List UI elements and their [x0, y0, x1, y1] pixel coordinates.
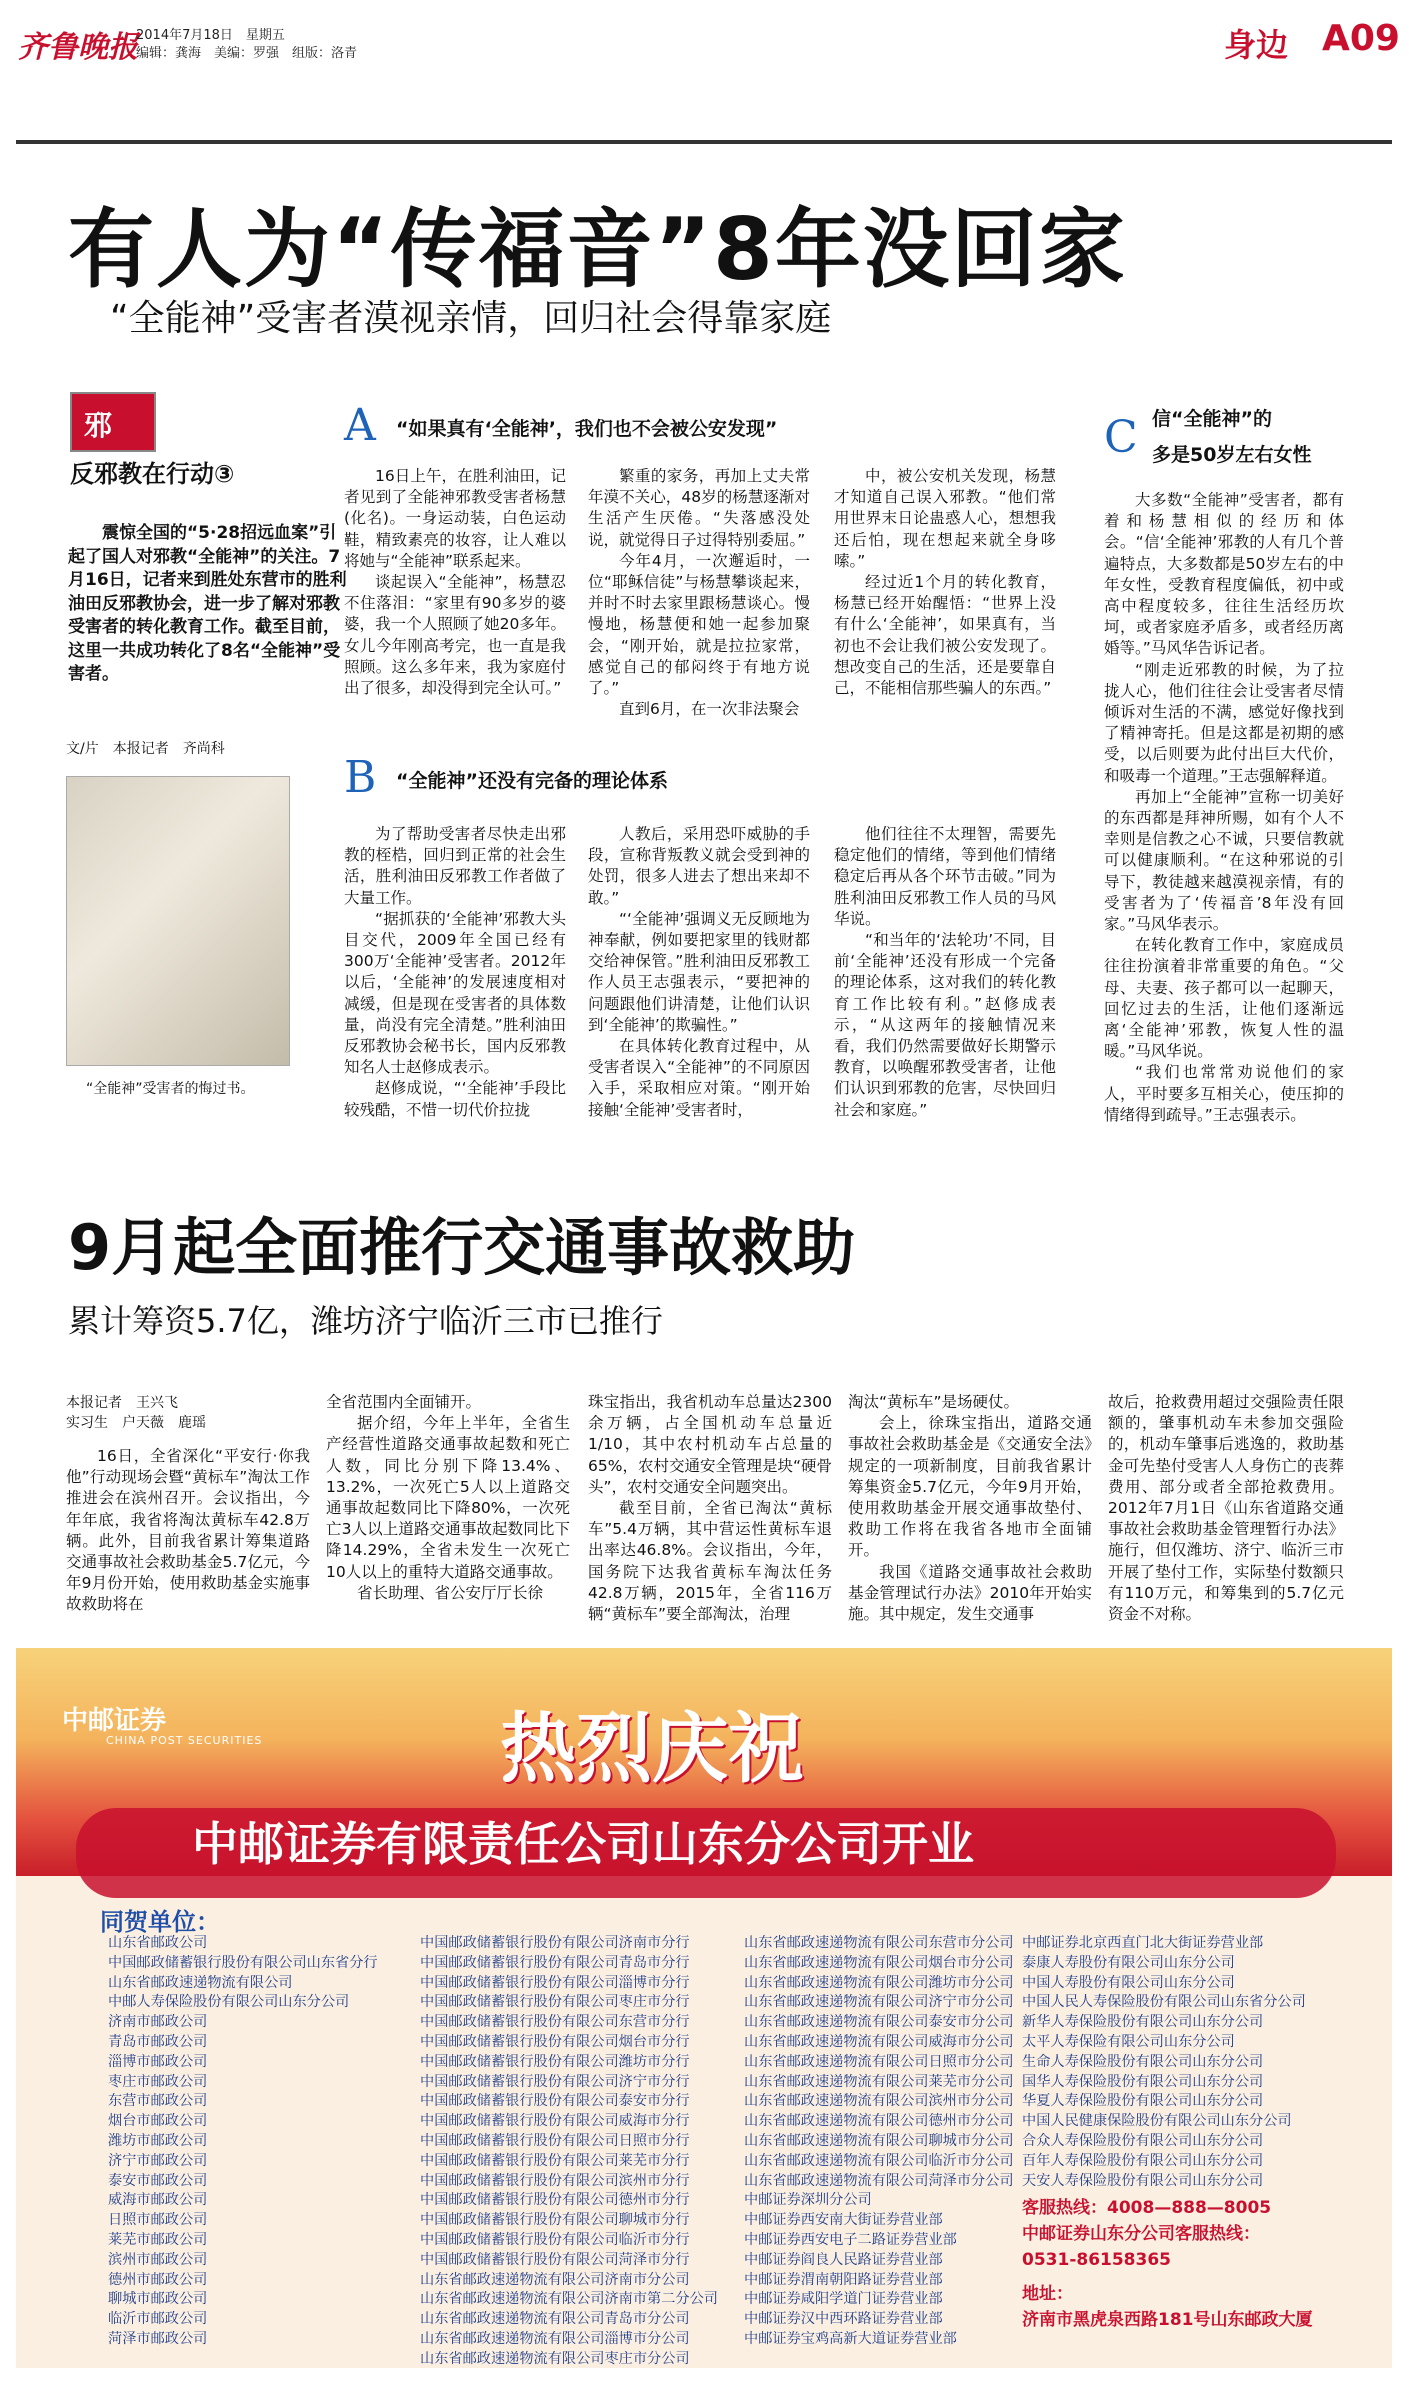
section-c-col: 大多数“全能神”受害者，都有着和杨慧相似的经历和体会。“信‘全能神’邪教的人有几个普遍特点，大多数都是50岁左右的中年女性，受教育程度偏低，初中或高中程度较多，往往生活经历坎坷，或者家庭矛盾多，或者经历离婚等。”马风华告诉记者。 “刚走近邪教的时候，为了拉拢人心，他们往往会让受害者尽情倾诉对生活的不满，感觉好像找到了精神寄托。但是这都是初期的感受，以后则要为此付出巨大代价，和吸毒一个道理。”王志强解释道。 再加上“全能神”宣称一切美好的东西都是拜神所赐，如有个人不幸则是信教之心不诚，只要信教就可以健康顺利。“在这种邪说的引导下，教徒越来越漠视亲情，有的受害者为了‘传福音’8年没有回家。”马风华表示。 在转化教育工作中，家庭成员往往扮演着非常重要的角色。“父母、夫妻、孩子都可以一起聊天，回忆过去的生活，让他们逐渐远离‘全能神’邪教，恢复人性的温暖。”马风华说。 “我们也常常劝说他们的家人，平时要多互相关心，使压抑的情绪得到疏导。”王志强表示。: [1104, 491, 1344, 1124]
section-c-title-1: 信“全能神”的: [1152, 408, 1272, 430]
congrats-unit: 中邮证券西安电子二路证券营业部: [744, 2231, 957, 2248]
article2-subhead: 累计筹资5.7亿，潍坊济宁临沂三市已推行: [68, 1302, 663, 1340]
address: 济南市黑虎泉西路181号山东邮政大厦: [1022, 2310, 1313, 2330]
congrats-unit: 天安人寿保险股份有限公司山东分公司: [1022, 2172, 1264, 2189]
congrats-unit: 中国人民健康保险股份有限公司山东分公司: [1022, 2113, 1292, 2130]
congrats-unit: 华夏人寿保险股份有限公司山东分公司: [1022, 2093, 1264, 2110]
article2-col-5: 故后，抢救费用超过交强险责任限额的，肇事机动车未参加交强险的，机动车肇事后逃逸的，救助基金可先垫付受害人人身伤亡的丧葬费用、部分或者全部抢救费用。2012年7月1日《山东省道路交通事故社会救助基金管理暂行办法》施行，但仅潍坊、济宁、临沂三市开展了垫付工作，实际垫付数额只有110万元，和筹集到的5.7亿元资金不对称。: [1108, 1393, 1344, 1624]
congrats-unit: 中国邮政储蓄银行股份有限公司青岛市分行: [420, 1954, 690, 1971]
congrats-unit: 泰安市邮政公司: [108, 2172, 208, 2189]
congrats-list-3: [744, 1934, 1014, 2350]
article1-byline: 文/片 本报记者 齐尚科: [66, 741, 225, 757]
article1-headline: 有人为“传福音”8年没回家: [68, 200, 1127, 300]
congrats-unit: 中国邮政储蓄银行股份有限公司泰安市分行: [420, 2093, 690, 2110]
section-c-letter: C: [1104, 412, 1138, 463]
address-label: 地址：: [1022, 2284, 1073, 2304]
article1-subhead: “全能神”受害者漠视亲情，回归社会得靠家庭: [110, 298, 832, 339]
series-badge-icon: 邪: [84, 409, 113, 442]
congrats-unit: 生命人寿保险股份有限公司山东分公司: [1022, 2053, 1264, 2070]
congrats-list-4: [1022, 1934, 1306, 2191]
banner-title: 热烈庆祝: [500, 1704, 804, 1793]
congrats-unit: 中邮证券深圳分公司: [744, 2192, 872, 2209]
banner-subtitle: 中邮证券有限责任公司山东分公司开业: [192, 1817, 974, 1871]
congrats-unit: 中国邮政储蓄银行股份有限公司济宁市分行: [420, 2073, 690, 2090]
section-a-letter: A: [344, 400, 376, 451]
congrats-unit: 东营市邮政公司: [108, 2093, 208, 2110]
congrats-unit: 中国邮政储蓄银行股份有限公司枣庄市分行: [420, 1994, 690, 2011]
congrats-unit: 中国邮政储蓄银行股份有限公司东营市分行: [420, 2014, 690, 2031]
congrats-unit: 中国邮政储蓄银行股份有限公司威海市分行: [420, 2113, 690, 2130]
congrats-unit: 山东省邮政速递物流有限公司淄博市分公司: [420, 2330, 690, 2347]
article2-headline: 9月起全面推行交通事故救助: [68, 1211, 856, 1284]
congrats-unit: 中国邮政储蓄银行股份有限公司滨州市分行: [420, 2172, 690, 2189]
congrats-unit: 中国邮政储蓄银行股份有限公司德州市分行: [420, 2192, 690, 2209]
congrats-unit: 国华人寿保险股份有限公司山东分公司: [1022, 2073, 1264, 2090]
congrats-list-2: [420, 1934, 718, 2368]
congrats-unit: 中国邮政储蓄银行股份有限公司聊城市分行: [420, 2212, 690, 2229]
congrats-unit: 山东省邮政速递物流有限公司菏泽市分公司: [744, 2172, 1014, 2189]
congrats-unit: 潍坊市邮政公司: [108, 2132, 208, 2149]
congrats-unit: 济宁市邮政公司: [108, 2152, 208, 2169]
hotline-1: 客服热线：4008—888—8005: [1022, 2198, 1272, 2218]
congrats-unit: 山东省邮政速递物流有限公司济南市第二分公司: [420, 2291, 718, 2308]
section-b-letter: B: [344, 752, 377, 803]
congrats-unit: 百年人寿保险股份有限公司山东分公司: [1022, 2152, 1264, 2169]
congrats-unit: 淄博市邮政公司: [108, 2053, 208, 2070]
congrats-unit: 山东省邮政速递物流有限公司莱芜市分公司: [744, 2073, 1014, 2090]
congrats-unit: 临沂市邮政公司: [108, 2311, 208, 2328]
congrats-unit: 山东省邮政速递物流有限公司: [108, 1974, 293, 1991]
china-post-securities-logo-en: CHINA POST SECURITIES: [106, 1734, 263, 1747]
congrats-unit: 山东省邮政速递物流有限公司泰安市分公司: [744, 2014, 1014, 2031]
congrats-unit: 日照市邮政公司: [108, 2212, 208, 2229]
congrats-unit: 中邮证券咸阳学道门证券营业部: [744, 2291, 943, 2308]
section-b-col-3: 他们往往不太理智，需要先稳定他们的情绪，等到他们情绪稳定后再从各个环节击破。”同为胜利油田反邪教工作人员的马风华说。 “和当年的‘法轮功’不同，目前‘全能神’还没有形成一个完备的理论体系，这对我们的转化教育工作比较有利。”赵修成表示，“从这两年的接触情况来看，我们仍然需要做好长期警示教育，以唤醒邪教受害者，让他们认识到邪教的危害，尽快回归社会和家庭。”: [834, 825, 1056, 1119]
page-number: A09: [1322, 18, 1400, 59]
article2-col-4: 淘汰“黄标车”是场硬仗。 会上，徐珠宝指出，道路交通事故社会救助基金是《交通安全法》规定的一项新制度，目前我省累计筹集资金5.7亿元，今年9月开始，使用救助基金开展交通事故垫付、救助工作将在我省各地市全面铺开。 我国《道路交通事故社会救助基金管理试行办法》2010年开始实施。其中规定，发生交通事: [848, 1393, 1092, 1624]
article2-byline-1: 本报记者 王兴飞: [66, 1395, 178, 1411]
article2-col-1: 16日，全省深化“平安行·你我他”行动现场会暨“黄标车”淘汰工作推进会在滨州召开。会议指出，今年年底，我省将淘汰黄标车42.8万辆。此外，目前我省累计筹集道路交通事故社会救助基金5.7亿元，今年9月份开始，使用救助基金实施事故救助将在: [66, 1447, 310, 1614]
newspaper-logo: 齐鲁晚报: [18, 30, 138, 65]
china-post-securities-logo: 中邮证券: [62, 1706, 167, 1736]
congrats-unit: 山东省邮政速递物流有限公司德州市分公司: [744, 2113, 1014, 2130]
congrats-unit: 中国邮政储蓄银行股份有限公司济南市分行: [420, 1935, 690, 1951]
section-a-col-2: 繁重的家务，再加上丈夫常年漠不关心，48岁的杨慧逐渐对生活产生厌倦。“失落感没处说，就觉得日子过得特别委屈。” 今年4月，一次邂逅时，一位“耶稣信徒”与杨慧攀谈起来，并时不时去家里跟杨慧谈心。慢慢地，杨慧便和她一起参加聚会，“刚开始，就是拉拉家常，感觉自己的郁闷终于有地方说了。” 直到6月，在一次非法聚会: [588, 467, 810, 719]
congrats-unit: 中邮证券北京西直门北大街证券营业部: [1022, 1935, 1264, 1951]
congrats-unit: 山东省邮政速递物流有限公司东营市分公司: [744, 1935, 1014, 1951]
section-a-title: “如果真有‘全能神’，我们也不会被公安发现”: [396, 418, 778, 440]
congrats-unit: 山东省邮政速递物流有限公司临沂市分公司: [744, 2152, 1014, 2169]
article2-col-3: 珠宝指出，我省机动车总量达2300余万辆，占全国机动车总量近1/10，其中农村机动车占总量的65%，农村交通安全管理是块“硬骨头”，农村交通安全问题突出。 截至目前，全省已淘汰“黄标车”5.4万辆，其中营运性黄标车退出率达46.8%。会议指出，今年，国务院下达我省黄标车淘汰任务42.8万辆，2015年，全省116万辆“黄标车”要全部淘汰，治理: [588, 1393, 832, 1624]
editors-line: 编辑：龚海 美编：罗强 组版：洛青: [136, 46, 358, 61]
congrats-unit: 中国邮政储蓄银行股份有限公司临沂市分行: [420, 2231, 690, 2248]
section-a-col-3: 中，被公安机关发现，杨慧才知道自己误入邪教。“他们常用世界末日论蛊惑人心，想想我还后怕，现在想起来就全身哆嗦。” 经过近1个月的转化教育，杨慧已经开始醒悟：“世界上没有什么‘全能神’，如果真有，当初也不会让我们被公安发现了。想改变自己的生活，还是要靠自己，不能相信那些骗人的东西。”: [834, 467, 1056, 698]
section-name: 身边: [1224, 26, 1289, 64]
congrats-unit: 山东省邮政速递物流有限公司济南市分公司: [420, 2271, 690, 2288]
section-a-col-1: 16日上午，在胜利油田，记者见到了全能神邪教受害者杨慧(化名)。一身运动装，白色运动鞋，精致素亮的妆容，让人难以将她与“全能神”联系起来。 谈起误入“全能神”，杨慧忍不住落泪：“家里有90多岁的婆婆，我一个人照顾了她20多年。女儿今年刚高考完，也一直是我照顾。这么多年来，我为家庭付出了很多，却没得到完全认可。”: [344, 467, 566, 698]
congrats-unit: 山东省邮政速递物流有限公司枣庄市分公司: [420, 2350, 690, 2367]
congrats-unit: 滨州市邮政公司: [108, 2251, 208, 2268]
congrats-unit: 合众人寿保险股份有限公司山东分公司: [1022, 2132, 1264, 2149]
series-badge: [70, 392, 156, 452]
congrats-unit: 中国邮政储蓄银行股份有限公司菏泽市分行: [420, 2251, 690, 2268]
congrats-unit: 山东省邮政速递物流有限公司烟台市分公司: [744, 1954, 1014, 1971]
congrats-unit: 聊城市邮政公司: [108, 2291, 208, 2308]
congrats-unit: 德州市邮政公司: [108, 2271, 208, 2288]
congrats-unit: 中邮证券西安南大街证券营业部: [744, 2212, 943, 2229]
congrats-label: 同贺单位：: [100, 1908, 220, 1936]
article1-intro: 震惊全国的“5·28招远血案”引起了国人对邪教“全能神”的关注。7月16日，记者来到胜处东营市的胜利油田反邪教协会，进一步了解对邪教受害者的转化教育工作。截至目前，这里一共成功转化了8名“全能神”受害者。: [68, 523, 347, 684]
congrats-unit: 山东省邮政速递物流有限公司聊城市分公司: [744, 2132, 1014, 2149]
congrats-list-1: [108, 1934, 378, 2350]
hotline-3: 0531-86158365: [1022, 2250, 1171, 2270]
confession-letter-photo: [66, 776, 290, 1066]
congrats-unit: 烟台市邮政公司: [108, 2113, 208, 2130]
congrats-unit: 中邮人寿保险股份有限公司山东分公司: [108, 1994, 350, 2011]
congrats-unit: 莱芜市邮政公司: [108, 2231, 208, 2248]
congrats-unit: 中邮证券宝鸡高新大道证券营业部: [744, 2330, 957, 2347]
congrats-unit: 山东省邮政速递物流有限公司日照市分公司: [744, 2053, 1014, 2070]
congrats-unit: 中国人寿股份有限公司山东分公司: [1022, 1974, 1235, 1991]
congrats-unit: 中国邮政储蓄银行股份有限公司莱芜市分行: [420, 2152, 690, 2169]
congrats-unit: 中国邮政储蓄银行股份有限公司淄博市分行: [420, 1974, 690, 1991]
congrats-unit: 中国邮政储蓄银行股份有限公司潍坊市分行: [420, 2053, 690, 2070]
congrats-unit: 中邮证券阎良人民路证券营业部: [744, 2251, 943, 2268]
congrats-unit: 山东省邮政公司: [108, 1935, 208, 1951]
congrats-unit: 山东省邮政速递物流有限公司威海市分公司: [744, 2033, 1014, 2050]
advertisement-banner: [16, 1648, 1392, 2368]
congrats-unit: 山东省邮政速递物流有限公司潍坊市分公司: [744, 1974, 1014, 1991]
congrats-unit: 中国邮政储蓄银行股份有限公司烟台市分行: [420, 2033, 690, 2050]
section-b-col-2: 人教后，采用恐吓威胁的手段，宣称背叛教义就会受到神的处罚，很多人进去了想出来却不敢。” “‘全能神’强调义无反顾地为神奉献，例如要把家里的钱财都交给神保管。”胜利油田反邪教工作人员王志强表示，“要把神的问题跟他们讲清楚，让他们认识到‘全能神’的欺骗性。” 在具体转化教育过程中，从受害者误入“全能神”的不同原因入手，采取相应对策。“刚开始接触‘全能神’受害者时，: [588, 825, 810, 1119]
hotline-2: 中邮证券山东分公司客服热线：: [1022, 2224, 1260, 2244]
section-c-title-2: 多是50岁左右女性: [1152, 444, 1312, 466]
congrats-unit: 新华人寿保险股份有限公司山东分公司: [1022, 2014, 1264, 2031]
congrats-unit: 中国人民人寿保险股份有限公司山东省分公司: [1022, 1994, 1306, 2011]
series-title: 反邪教在行动③: [70, 460, 235, 488]
congrats-unit: 中国邮政储蓄银行股份有限公司日照市分行: [420, 2132, 690, 2149]
congrats-unit: 太平人寿保险有限公司山东分公司: [1022, 2033, 1235, 2050]
congrats-unit: 济南市邮政公司: [108, 2014, 208, 2031]
congrats-unit: 中邮证券渭南朝阳路证券营业部: [744, 2271, 943, 2288]
congrats-unit: 中邮证券汉中西环路证券营业部: [744, 2311, 943, 2328]
congrats-unit: 菏泽市邮政公司: [108, 2330, 208, 2347]
congrats-unit: 山东省邮政速递物流有限公司青岛市分公司: [420, 2311, 690, 2328]
photo-caption: “全能神”受害者的悔过书。: [86, 1081, 255, 1097]
congrats-unit: 山东省邮政速递物流有限公司济宁市分公司: [744, 1994, 1014, 2011]
congrats-unit: 泰康人寿股份有限公司山东分公司: [1022, 1954, 1235, 1971]
article2-byline-2: 实习生 户天薇 鹿瑶: [66, 1415, 206, 1431]
section-b-title: “全能神”还没有完备的理论体系: [396, 770, 668, 792]
congrats-unit: 山东省邮政速递物流有限公司滨州市分公司: [744, 2093, 1014, 2110]
header-divider: [16, 140, 1392, 144]
article2-col-2: 全省范围内全面铺开。 据介绍，今年上半年，全省生产经营性道路交通事故起数和死亡人数，同比分别下降13.4%、13.2%，一次死亡5人以上道路交通事故起数同比下降80%，一次死亡3人以上道路交通事故起数同比下降14.29%，全省未发生一次死亡10人以上的重特大道路交通事故。 省长助理、省公安厅厅长徐: [326, 1393, 570, 1602]
congrats-unit: 青岛市邮政公司: [108, 2033, 208, 2050]
date-line: 2014年7月18日 星期五: [136, 28, 285, 43]
section-b-col-1: 为了帮助受害者尽快走出邪教的桎梏，回归到正常的社会生活，胜利油田反邪教工作者做了大量工作。 “据抓获的‘全能神’邪教大头目交代，2009年全国已经有300万‘全能神’受害者。2012年以后，‘全能神’的发展速度相对减缓，但是现在受害者的具体数量，尚没有完全清楚。”胜利油田反邪教协会秘书长，国内反邪教知名人士赵修成表示。 赵修成说，“‘全能神’手段比较残酷，不惜一切代价拉拢: [344, 825, 566, 1119]
congrats-unit: 枣庄市邮政公司: [108, 2073, 208, 2090]
congrats-unit: 中国邮政储蓄银行股份有限公司山东省分行: [108, 1954, 378, 1971]
congrats-unit: 威海市邮政公司: [108, 2192, 208, 2209]
